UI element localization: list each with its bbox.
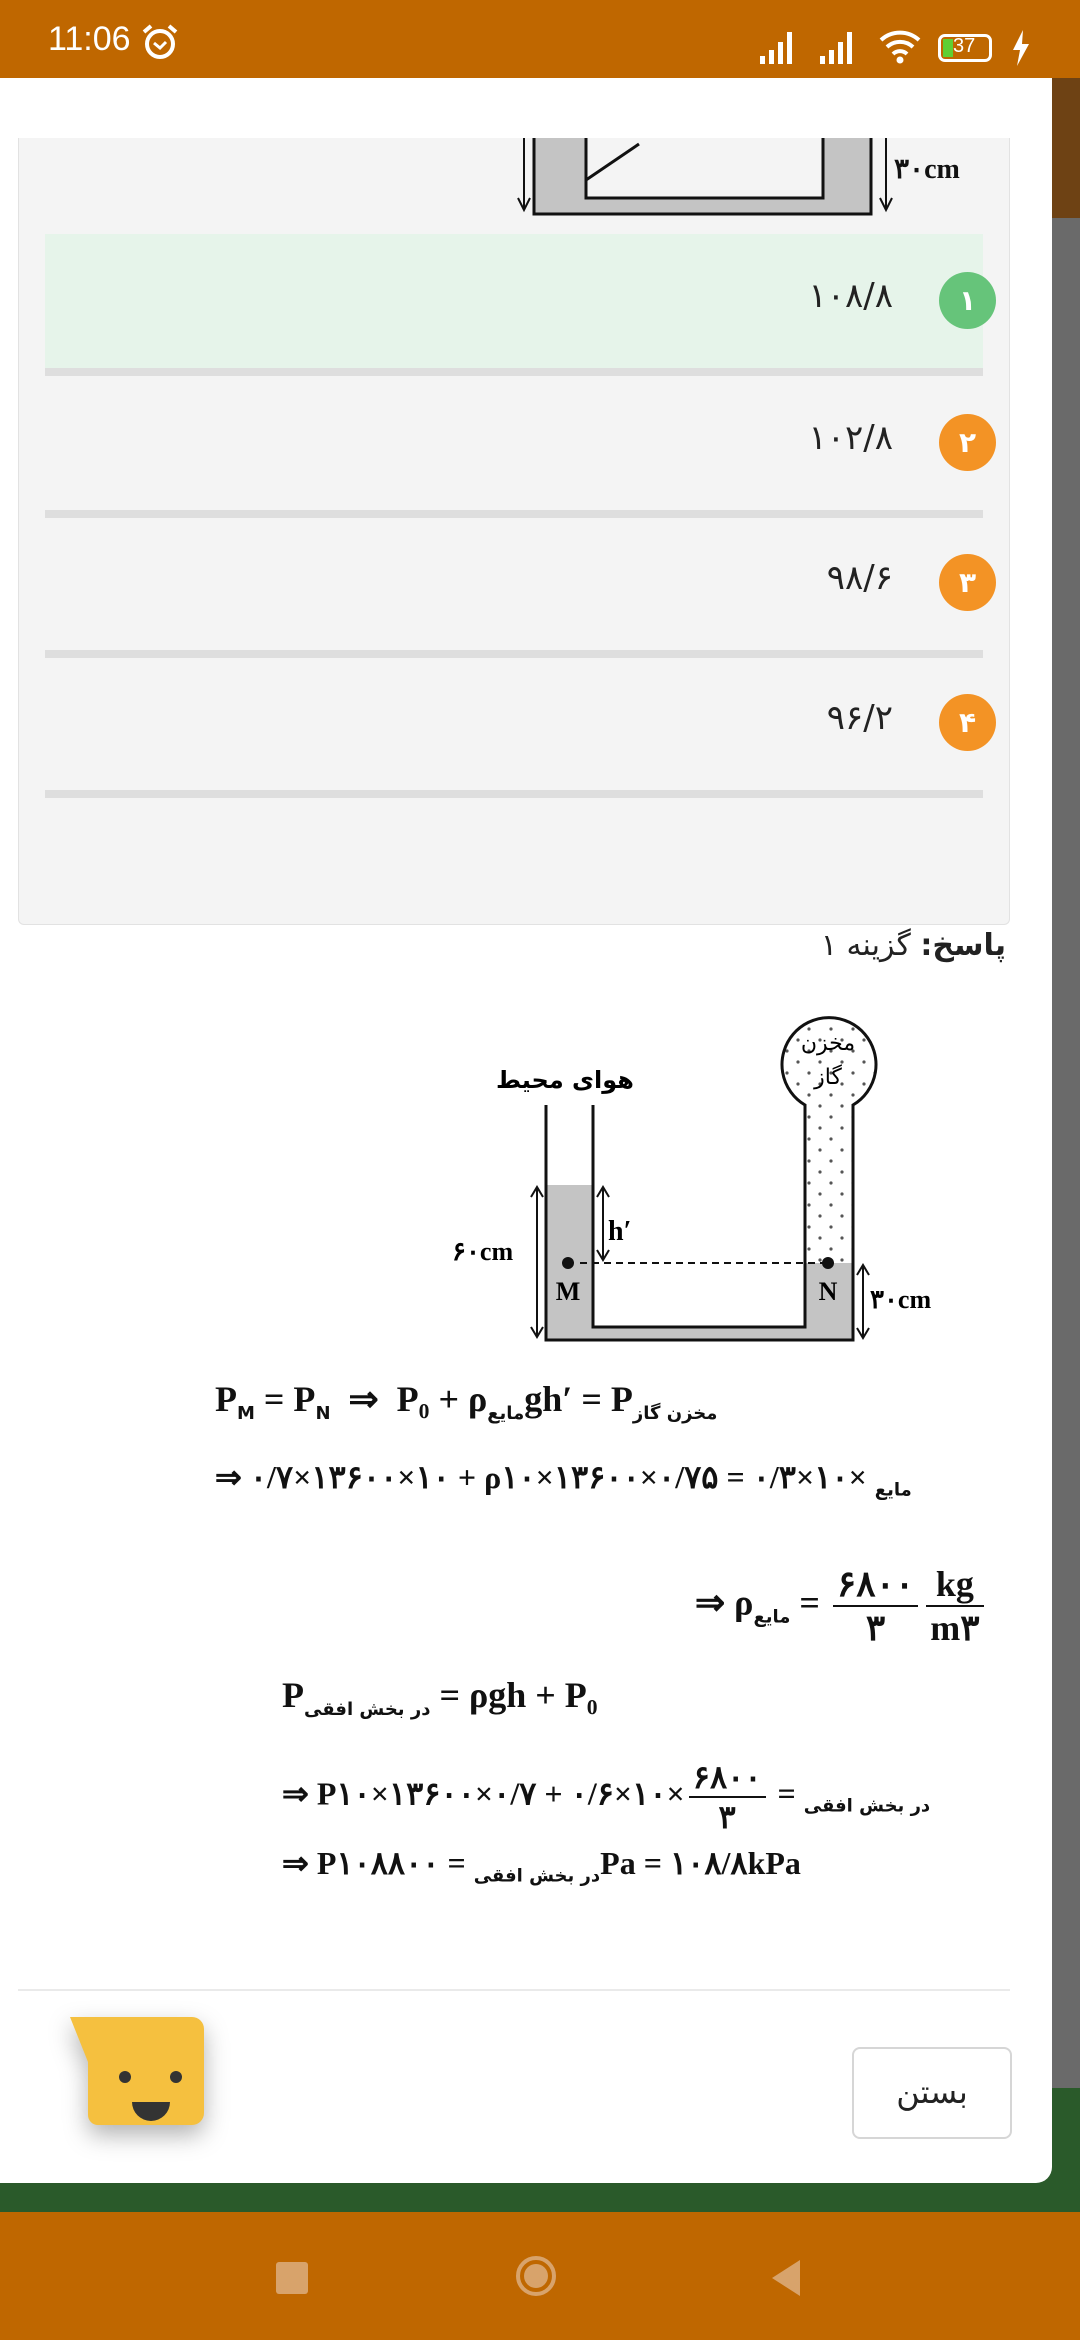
wifi-icon: [878, 26, 924, 66]
option-1[interactable]: [45, 234, 983, 368]
charging-icon: [1010, 30, 1032, 66]
gas-tank-label: گاز: [814, 1065, 842, 1090]
background-app: [1052, 78, 1080, 218]
option-number-badge: ۳: [939, 554, 996, 611]
point-m-label: M: [555, 1277, 581, 1306]
option-number-badge: ۱: [939, 272, 996, 329]
recents-button[interactable]: [276, 2262, 308, 2294]
manometer-diagram: [440, 990, 1020, 1360]
option-3[interactable]: [45, 516, 983, 650]
right-height-label: ۳۰cm: [870, 1285, 932, 1314]
top-diagram-label: ۳۰cm: [894, 154, 960, 185]
signal-icon: [760, 28, 810, 66]
option-value: ۱۰۸/۸: [808, 276, 893, 316]
question-card: [18, 138, 1010, 925]
left-height-label: ۶۰cm: [452, 1237, 514, 1266]
option-value: ۱۰۲/۸: [808, 418, 893, 458]
smiley-icon: [70, 2017, 212, 2125]
chat-widget-button[interactable]: [70, 2017, 212, 2125]
background-overlay: [1052, 218, 1080, 2088]
answer-choice: گزینه ۱: [820, 928, 911, 963]
answer-label: پاسخ:: [920, 928, 1006, 963]
signal-icon: [820, 28, 870, 66]
close-button[interactable]: بستن: [852, 2047, 1012, 2139]
status-bar: [0, 0, 1080, 78]
gas-tank-label: مخزن: [800, 1031, 856, 1056]
home-button[interactable]: [516, 2256, 556, 2296]
formula-line-3: ⇒ $\rho_{مایع}$ = $\frac{۶۸۰۰}{۳}$ $\frac{kg}{m۳}$: [695, 1563, 988, 1649]
formula-line-6: ⇒ P $_{در بخش افقی}$ = ۱۰۸۸۰۰Pa = ۱۰۸/۸kPa: [282, 1845, 801, 1887]
question-diagram-fragment: [509, 138, 989, 218]
option-value: ۹۶/۲: [826, 698, 893, 738]
formula-line-1: $P_M = P_N$ ⇒ $P_0 + \rho_{مایع}gh' = P_{مخزن گاز}$: [215, 1379, 718, 1425]
formula-line-2: ⇒ ۰/۷×۱۳۶۰۰×۱۰ + ρ $_{مایع}$ ×۱۰×۰/۳ = ۰/۷۵×۱۳۶۰۰×۱۰: [215, 1459, 912, 1501]
ambient-air-label: هوای محیط: [496, 1066, 634, 1094]
alarm-icon: [140, 22, 180, 62]
navigation-bar: [0, 2212, 1080, 2340]
answer-modal: [0, 78, 1052, 2183]
h-prime-label: h′: [608, 1216, 632, 1247]
option-number-badge: ۲: [939, 414, 996, 471]
option-4[interactable]: [45, 656, 983, 790]
option-2[interactable]: [45, 376, 983, 510]
option-value: ۹۸/۶: [826, 558, 893, 598]
formula-line-5: ⇒ P $_{در بخش افقی}$ = $\frac{۶۸۰۰}{۳}$ ×۱۰×۰/۶ + ۰/۷×۱۳۶۰۰×۱۰: [282, 1759, 931, 1835]
status-time: 11:06: [48, 20, 131, 58]
footer-divider: [18, 1989, 1010, 1991]
option-number-badge: ۴: [939, 694, 996, 751]
battery-icon: [938, 34, 992, 62]
divider: [45, 790, 983, 798]
divider: [45, 368, 983, 376]
formula-line-4: $P_{در بخش افقی} = \rho gh + P_0$: [282, 1675, 598, 1721]
answer-heading: [821, 928, 1006, 963]
point-n-label: N: [818, 1277, 838, 1306]
battery-level: 37: [953, 35, 976, 57]
back-button[interactable]: [768, 2258, 804, 2298]
